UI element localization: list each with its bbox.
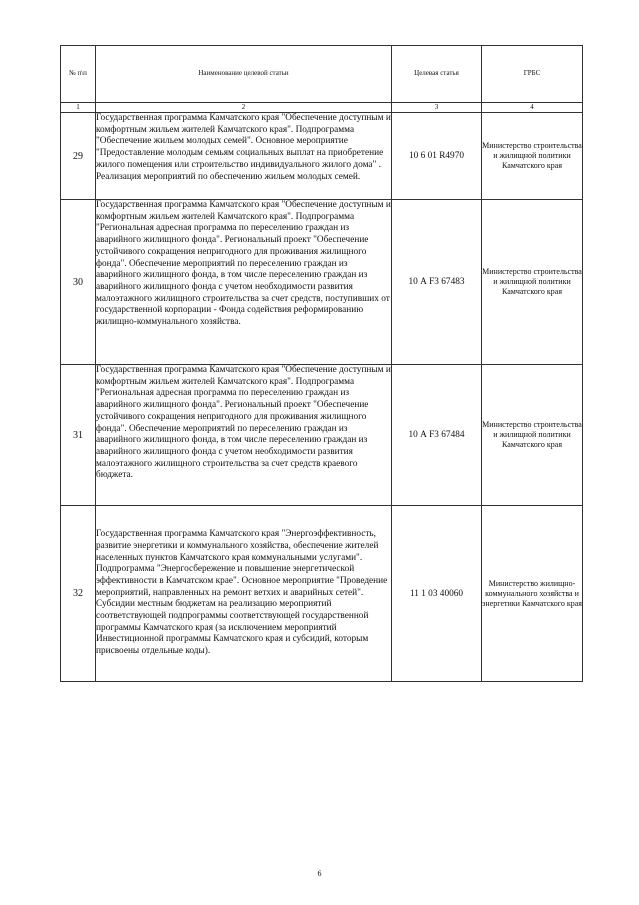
target-items-table — [60, 45, 583, 682]
table-row — [61, 506, 583, 682]
header-col-no: № п\п — [61, 46, 96, 103]
row-number: 31 — [61, 365, 96, 506]
header-col-grbs: ГРБС — [482, 46, 583, 103]
column-numbers-row — [61, 103, 583, 113]
row-code: 10 А F3 67484 — [392, 365, 482, 506]
row-name: Государственная программа Камчатского края "Энергоэффективность, развитие энергетики и коммунального хозяйства, обеспечение жителей населенных пунктов Камчатского края коммунальными услугами". Подпрограмма "Энергосбережение и повышение энергетической эффективности в Камчатском крае". Основное мероприятие "Проведение мероприятий, направленных на ремонт ветхих и аварийных сетей". Субсидии местным бюджетам на реализацию мероприятий соответствующей подпрограммы соответствующей государственной программы Камчатского края (за исключением мероприятий Инвестиционной программы Камчатского края и субсидий, которым присвоены отдельные коды). — [96, 506, 392, 682]
column-number: 1 — [61, 103, 96, 113]
table-header-row — [61, 46, 583, 103]
row-grbs: Министерство строительства и жилищной политики Камчатского края — [482, 200, 583, 365]
row-grbs: Министерство строительства и жилищной политики Камчатского края — [482, 365, 583, 506]
row-number: 29 — [61, 113, 96, 200]
row-name: Государственная программа Камчатского края "Обеспечение доступным и комфортным жильем жителей Камчатского края". Подпрограмма "Региональная адресная программа по переселению граждан из аварийного жилищного фонда". Региональный проект "Обеспечение устойчивого сокращения непригодного для проживания жилищного фонда". Обеспечение мероприятий по переселению граждан из аварийного жилищного фонда, в том числе переселению граждан из аварийного жилищного фонда с учетом необходимости развития малоэтажного жилищного строительства за счет средств краевого бюджета. — [96, 365, 392, 506]
table-row — [61, 113, 583, 200]
row-code: 10 А F3 67483 — [392, 200, 482, 365]
row-name: Государственная программа Камчатского края "Обеспечение доступным и комфортным жильем жителей Камчатского края". Подпрограмма "Региональная адресная программа по переселению граждан из аварийного жилищного фонда". Региональный проект "Обеспечение устойчивого сокращения непригодного для проживания жилищного фонда". Обеспечение мероприятий по переселению граждан из аварийного жилищного фонда, в том числе переселению граждан из аварийного жилищного фонда с учетом необходимости развития малоэтажного жилищного строительства за счет средств, поступивших от государственной корпорации - Фонда содействия реформированию жилищно-коммунального хозяйства. — [96, 200, 392, 365]
row-grbs: Министерство строительства и жилищной политики Камчатского края — [482, 113, 583, 200]
row-code: 11 1 03 40060 — [392, 506, 482, 682]
header-col-code: Целевая статья — [392, 46, 482, 103]
column-number: 4 — [482, 103, 583, 113]
row-name: Государственная программа Камчатского края "Обеспечение доступным и комфортным жильем жителей Камчатского края". Подпрограмма "Обеспечение жильем молодых семей". Основное мероприятие "Предоставление молодым семьям социальных выплат на приобретение жилого помещения или строительство индивидуального жилого дома" . Реализация мероприятий по обеспечению жильем молодых семей. — [96, 113, 392, 200]
row-code: 10 6 01 R4970 — [392, 113, 482, 200]
column-number: 3 — [392, 103, 482, 113]
page-number: 6 — [317, 869, 322, 878]
header-col-name: Наименование целевой статьи — [96, 46, 392, 103]
table-row — [61, 200, 583, 365]
row-number: 32 — [61, 506, 96, 682]
table-row — [61, 365, 583, 506]
column-number: 2 — [96, 103, 392, 113]
row-grbs: Министерство жилищно-коммунального хозяйства и энергетики Камчатского края — [482, 506, 583, 682]
row-number: 30 — [61, 200, 96, 365]
